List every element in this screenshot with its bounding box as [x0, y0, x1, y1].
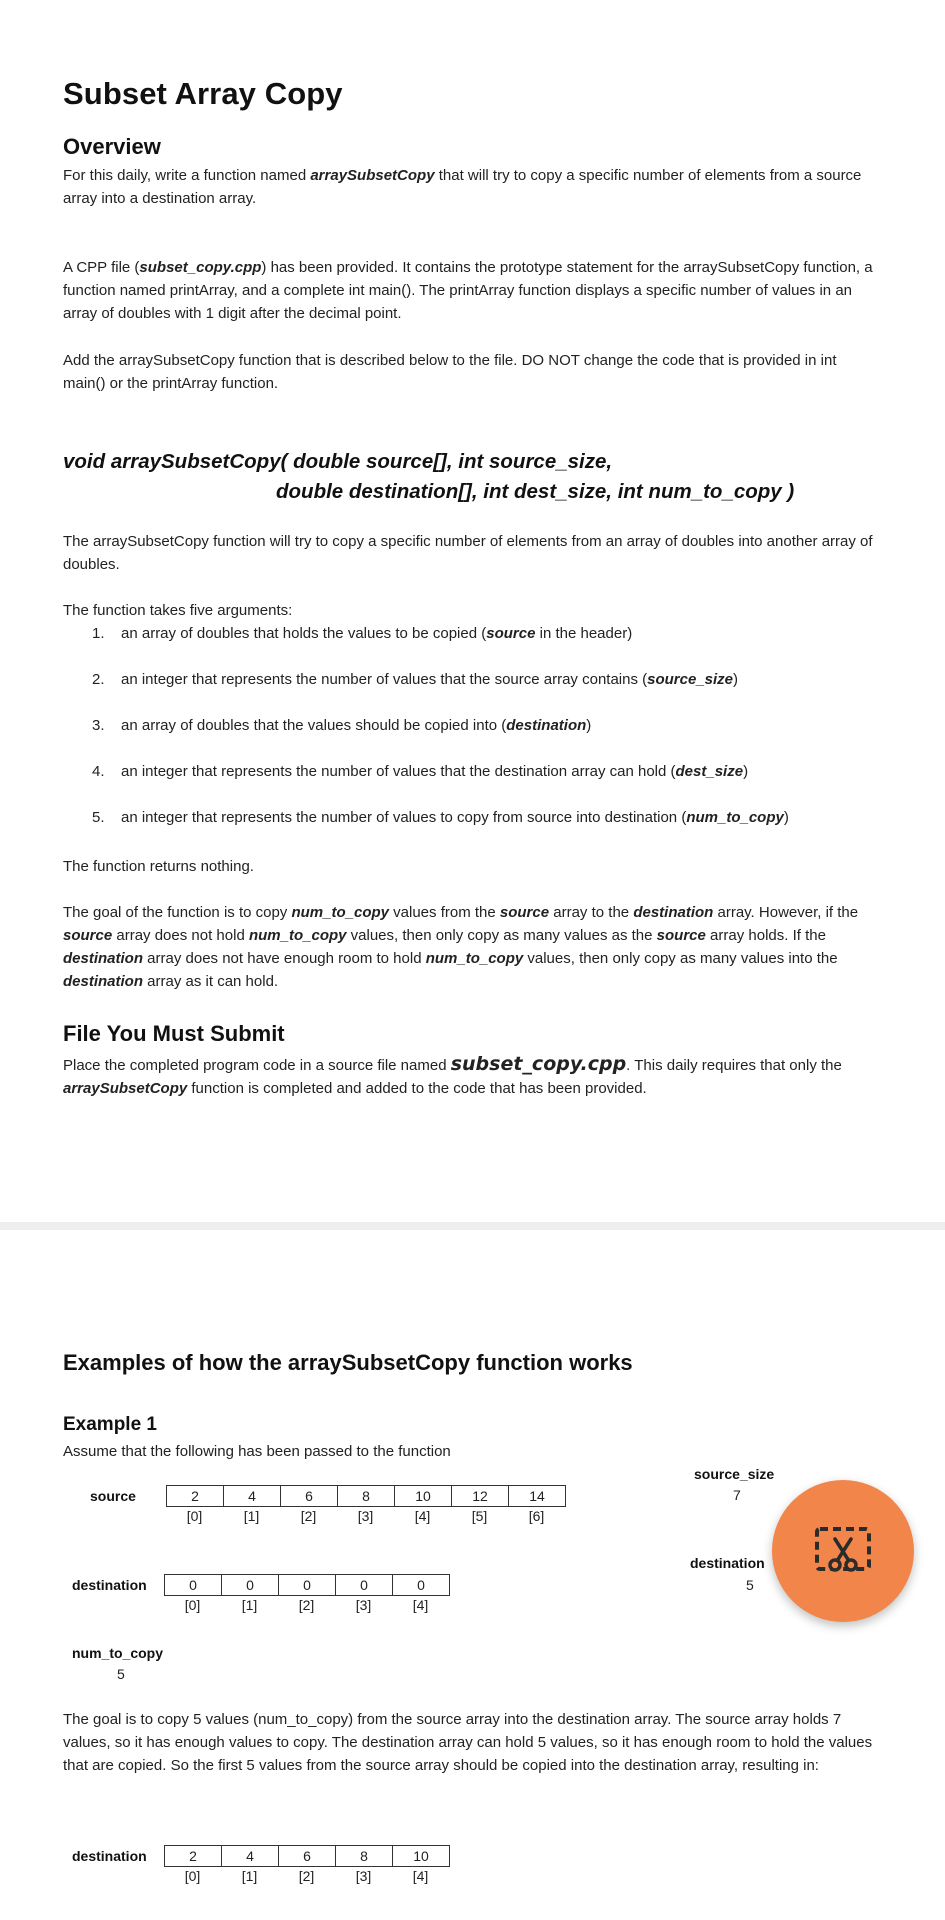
array-index: [3] [355, 1868, 372, 1884]
array-cell: 4 [223, 1485, 281, 1507]
array-cell: 14 [508, 1485, 566, 1507]
emphasis-text: destination [63, 950, 144, 967]
array-index: [2] [300, 1508, 317, 1524]
example-1-heading: Example 1 [63, 1414, 157, 1435]
emphasis-text: source [656, 927, 706, 944]
array-cell: 0 [335, 1574, 393, 1596]
text-run: an integer that represents the number of values that the destination array can hold ( [121, 763, 676, 780]
example-1-explanation: The goal is to copy 5 values (num_to_copy) from the source array into the destination array. The source array holds 7 values, so it has enough values to copy. The destination array can hold 5 values, so it has enough room to hold the values that are copied. So the first 5 values from the source array should be copied into the destination array, resulting in: [63, 1711, 873, 1774]
array-cell: 8 [335, 1845, 393, 1867]
text-run: values, then only copy as many values as the [346, 927, 657, 944]
emphasis-text: num_to_copy [248, 927, 347, 944]
screenshot-cut-icon [811, 1519, 875, 1583]
array-index: [0] [184, 1597, 201, 1613]
array-cell: 0 [278, 1574, 336, 1596]
array-cell: 12 [451, 1485, 509, 1507]
argument-number: 5. [92, 809, 105, 826]
overview-heading: Overview [63, 134, 161, 159]
text-run: that will try to copy a specific number of elements from a source array into a destination array. [63, 167, 862, 207]
emphasis-text: arraySubsetCopy [63, 1080, 188, 1097]
page-title: Subset Array Copy [63, 76, 343, 111]
array-cell: 2 [166, 1485, 224, 1507]
emphasis-text: source [486, 625, 536, 642]
source-indices [166, 1508, 565, 1524]
array-cell: 10 [394, 1485, 452, 1507]
argument-item [63, 668, 883, 714]
examples-heading: Examples of how the arraySubsetCopy function works [63, 1350, 633, 1375]
array-cell: 6 [278, 1845, 336, 1867]
emphasis-text: num_to_copy [686, 809, 784, 826]
page-separator [0, 1222, 945, 1230]
text-run: an integer that represents the number of values that the source array contains ( [121, 671, 648, 688]
result-array [164, 1845, 450, 1867]
array-cell: 4 [221, 1845, 279, 1867]
emphasis-text: source [63, 927, 113, 944]
array-cell: 0 [392, 1574, 450, 1596]
arguments-list [63, 622, 883, 852]
signature-line-1: void arraySubsetCopy( double source[], int source_size, [63, 450, 613, 473]
array-index: [5] [471, 1508, 488, 1524]
source-size-label: source_size [694, 1466, 775, 1482]
emphasis-text: arraySubsetCopy [310, 167, 435, 184]
array-index: [4] [412, 1597, 429, 1613]
emphasis-text: destination [506, 717, 587, 734]
text-run: array to the [549, 904, 634, 921]
array-index: [1] [241, 1868, 258, 1884]
array-index: [2] [298, 1868, 315, 1884]
returns-text: The function returns nothing. [63, 858, 254, 875]
emphasis-text: destination [63, 973, 144, 990]
text-run: ) [783, 809, 789, 826]
argument-number: 2. [92, 671, 105, 688]
text-run: array. However, if the [713, 904, 859, 921]
text-run: array does not have enough room to hold [143, 950, 426, 967]
emphasis-text: num_to_copy [425, 950, 524, 967]
function-description: The arraySubsetCopy function will try to copy a specific number of elements from an array of doubles into another array of doubles. [63, 533, 873, 573]
array-index: [0] [184, 1868, 201, 1884]
destination-indices [164, 1597, 449, 1613]
array-index: [6] [528, 1508, 545, 1524]
text-run: ) [733, 671, 739, 688]
text-run: values from the [389, 904, 500, 921]
submit-paragraph [63, 1053, 883, 1100]
submit-heading: File You Must Submit [63, 1021, 285, 1046]
screenshot-cut-button[interactable] [772, 1480, 914, 1622]
text-run: array does not hold [112, 927, 249, 944]
argument-number: 1. [92, 625, 105, 642]
text-run: For this daily, write a function named [63, 167, 311, 184]
example-1-intro: Assume that the following has been passed to the function [63, 1443, 451, 1460]
array-index: [1] [243, 1508, 260, 1524]
num-to-copy-label: num_to_copy [72, 1645, 164, 1661]
argument-item [63, 760, 883, 806]
array-cell: 0 [164, 1574, 222, 1596]
array-index: [3] [355, 1597, 372, 1613]
text-run: ) [586, 717, 592, 734]
array-cell: 10 [392, 1845, 450, 1867]
emphasis-text: source_size [647, 671, 734, 688]
text-run: ) has been provided. It contains the prototype statement for the arraySubsetCopy function, a function named printArray, and a complete int main(). The printArray function displays a specific number of values in an array of doubles with 1 digit after the decimal point. [63, 259, 873, 322]
text-run: . This daily requires that only the [626, 1057, 842, 1074]
text-run: A CPP file ( [63, 259, 140, 276]
array-index: [3] [357, 1508, 374, 1524]
text-run: array as it can hold. [143, 973, 279, 990]
array-index: [0] [186, 1508, 203, 1524]
dest-size-label: destination [690, 1555, 765, 1571]
text-run: an integer that represents the number of values to copy from source into destination ( [121, 809, 687, 826]
text-run: The goal of the function is to copy [63, 904, 292, 921]
overview-paragraph-1 [63, 164, 883, 210]
array-index: [4] [414, 1508, 431, 1524]
overview-paragraph-2 [63, 256, 883, 325]
array-cell: 8 [337, 1485, 395, 1507]
emphasis-text: dest_size [675, 763, 744, 780]
array-cell: 6 [280, 1485, 338, 1507]
filename-text: subset_copy.cpp [450, 1053, 627, 1075]
destination-label: destination [72, 1577, 147, 1593]
emphasis-text: num_to_copy [291, 904, 389, 921]
array-cell: 2 [164, 1845, 222, 1867]
argument-number: 4. [92, 763, 105, 780]
text-run: an array of doubles that the values should be copied into ( [121, 717, 507, 734]
argument-item [63, 806, 883, 852]
array-index: [2] [298, 1597, 315, 1613]
argument-number: 3. [92, 717, 105, 734]
result-destination-label: destination [72, 1848, 147, 1864]
result-indices [164, 1868, 449, 1884]
dest-size-value: 5 [746, 1577, 754, 1593]
signature-line-2: double destination[], int dest_size, int num_to_copy ) [276, 480, 795, 503]
source-label: source [90, 1488, 136, 1504]
destination-array [164, 1574, 450, 1596]
argument-item [63, 622, 883, 668]
argument-item [63, 714, 883, 760]
overview-paragraph-3: Add the arraySubsetCopy function that is described below to the file. DO NOT change the code that is provided in int main() or the printArray function. [63, 352, 837, 392]
text-run: values, then only copy as many values into the [523, 950, 838, 967]
emphasis-text: subset_copy.cpp [139, 259, 262, 276]
arguments-intro: The function takes five arguments: [63, 602, 293, 619]
emphasis-text: source [499, 904, 550, 921]
text-run: array holds. If the [705, 927, 826, 944]
text-run: an array of doubles that holds the values to be copied ( [121, 625, 487, 642]
array-cell: 0 [221, 1574, 279, 1596]
array-index: [4] [412, 1868, 429, 1884]
source-array [166, 1485, 566, 1507]
source-size-value: 7 [733, 1487, 741, 1503]
goal-paragraph [63, 901, 883, 993]
text-run: function is completed and added to the code that has been provided. [187, 1080, 647, 1097]
num-to-copy-value: 5 [117, 1666, 125, 1682]
emphasis-text: destination [633, 904, 714, 921]
text-run: in the header) [535, 625, 633, 642]
text-run: ) [743, 763, 749, 780]
array-index: [1] [241, 1597, 258, 1613]
text-run: Place the completed program code in a source file named [63, 1057, 451, 1074]
